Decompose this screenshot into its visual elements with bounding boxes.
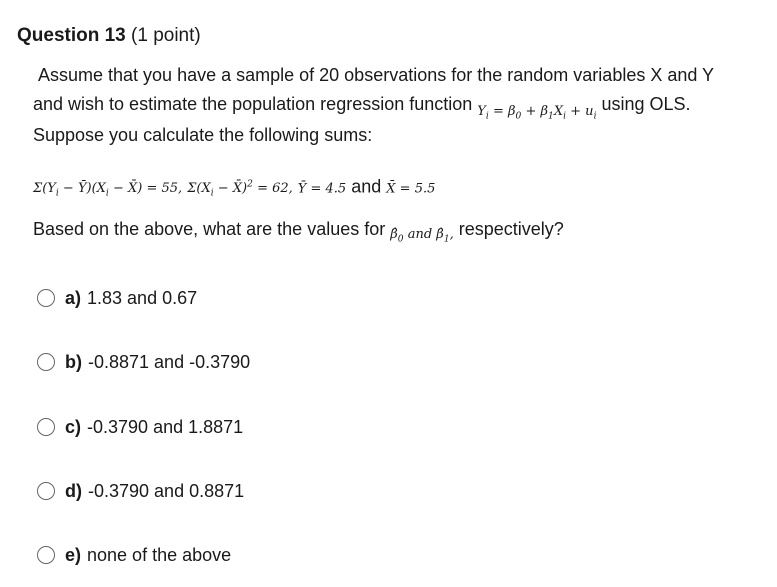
question-stem-line1: Assume that you have a sample of 20 observations for the random variables X and Y: [38, 65, 715, 85]
option-text: -0.3790 and 0.8871: [88, 480, 245, 501]
option-text: none of the above: [87, 544, 232, 565]
option-a[interactable]: [37, 286, 197, 310]
option-letter: c): [65, 416, 82, 437]
sum-cross-products: $\Sigma(Y_i$ − $Ȳ)(X_i$ − X̄) = 55,: [33, 181, 183, 199]
option-text: 1.83 and 0.67: [87, 287, 198, 308]
option-letter: a): [65, 287, 82, 308]
question-ask: [33, 216, 763, 250]
option-e[interactable]: [37, 543, 231, 567]
option-b[interactable]: [37, 350, 250, 374]
radio-circle-icon[interactable]: [37, 546, 55, 564]
radio-circle-icon[interactable]: [37, 418, 55, 436]
question-stem-line2: [33, 91, 763, 125]
sums-and-word: and: [351, 176, 382, 197]
option-text: -0.8871 and -0.3790: [88, 351, 251, 372]
option-letter: d): [65, 480, 82, 501]
ask-after: respectively?: [458, 219, 564, 239]
beta-hats: $\betâ_0$ and $\betâ_1$,: [390, 227, 454, 245]
question-title: Question 13: [17, 25, 126, 46]
question-header: [17, 24, 201, 48]
option-d[interactable]: [37, 479, 244, 503]
mean-x: X̄ = 5.5: [386, 181, 436, 197]
stem-line2-after: using OLS.: [601, 94, 691, 114]
option-letter: e): [65, 544, 82, 565]
radio-circle-icon[interactable]: [37, 482, 55, 500]
radio-circle-icon[interactable]: [37, 353, 55, 371]
radio-circle-icon[interactable]: [37, 289, 55, 307]
mean-y: Ȳ = 4.5: [297, 181, 347, 197]
stem-line2-before: and wish to estimate the population regression function: [33, 94, 473, 114]
question-points: (1 point): [131, 25, 201, 46]
sum-squares-x: $\Sigma(X_i$ − X̄)$^2$ = 62,: [187, 180, 293, 199]
option-text: -0.3790 and 1.8871: [87, 416, 244, 437]
sums-line: [33, 172, 435, 207]
question-stem-line3: Suppose you calculate the following sums:: [33, 125, 373, 145]
option-c[interactable]: [37, 415, 243, 439]
regression-equation: Yi = β0 + β1Xi + ui: [477, 104, 597, 122]
option-letter: b): [65, 351, 82, 372]
ask-before: Based on the above, what are the values for: [33, 219, 386, 239]
